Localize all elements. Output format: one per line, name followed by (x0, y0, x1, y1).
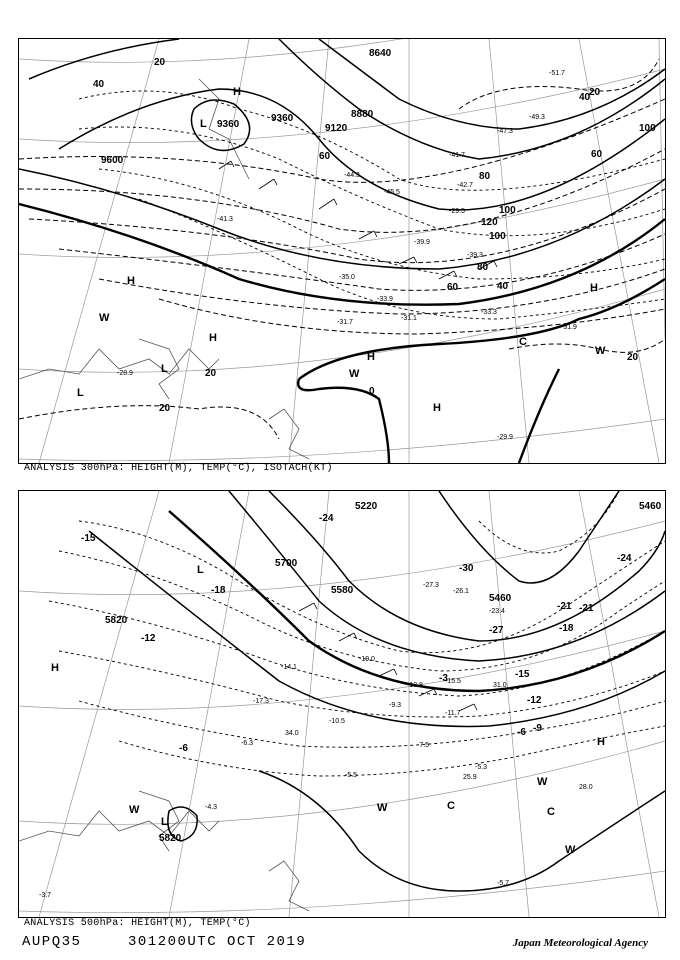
warm-symbol: W (99, 312, 110, 324)
svg-text:34.0: 34.0 (285, 730, 299, 737)
height-label: 5460 (639, 501, 662, 512)
svg-text:80: 80 (479, 171, 491, 182)
svg-text:-29.5: -29.5 (449, 208, 465, 215)
svg-text:-5.3: -5.3 (475, 764, 488, 771)
svg-text:-21: -21 (557, 601, 572, 612)
warm-symbol: W (595, 345, 606, 357)
svg-text:-17.3: -17.3 (253, 698, 269, 705)
svg-text:60: 60 (447, 282, 459, 293)
low-pressure-symbol: L (197, 564, 204, 576)
svg-text:60: 60 (591, 149, 603, 160)
height-label: 5700 (275, 558, 298, 569)
agency-name: Japan Meteorological Agency (512, 937, 648, 949)
svg-text:20: 20 (589, 87, 601, 98)
svg-text:-6: -6 (517, 727, 526, 738)
svg-text:-12: -12 (141, 633, 156, 644)
warm-symbol: W (565, 844, 576, 856)
svg-text:20: 20 (205, 368, 217, 379)
warm-symbol: W (349, 368, 360, 380)
height-label: 9120 (325, 123, 348, 134)
svg-text:-29.9: -29.9 (497, 434, 513, 441)
caption-300hpa: ANALYSIS 300hPa: HEIGHT(M), TEMP(°C), ISOTACH(KT) (24, 463, 333, 474)
svg-text:-12: -12 (527, 695, 542, 706)
svg-text:-44.3: -44.3 (344, 172, 360, 179)
height-contours (19, 39, 665, 463)
svg-text:-5.7: -5.7 (497, 880, 510, 887)
svg-text:-3.7: -3.7 (39, 892, 52, 899)
svg-text:-15.5: -15.5 (445, 678, 461, 685)
svg-text:31.0: 31.0 (493, 682, 507, 689)
cold-symbol: C (447, 800, 455, 812)
svg-text:28.0: 28.0 (579, 784, 593, 791)
svg-text:40: 40 (497, 281, 509, 292)
high-pressure-symbol: H (597, 736, 605, 748)
svg-text:-30: -30 (459, 563, 474, 574)
svg-text:-23.4: -23.4 (489, 608, 505, 615)
warm-symbol: W (129, 804, 140, 816)
svg-text:-39.3: -39.3 (467, 252, 483, 259)
svg-text:-41.3: -41.3 (217, 216, 233, 223)
svg-text:40: 40 (93, 79, 105, 90)
coastline (19, 791, 309, 911)
wind-barbs (299, 603, 477, 711)
height-label: 8880 (351, 109, 374, 120)
svg-text:-41.7: -41.7 (449, 152, 465, 159)
temperature-labels (81, 513, 632, 754)
svg-text:20: 20 (627, 352, 639, 363)
svg-text:40: 40 (579, 92, 591, 103)
height-label: 5460 (489, 593, 512, 604)
low-pressure-symbol: L (161, 363, 168, 375)
high-pressure-symbol: H (127, 275, 135, 287)
svg-text:-27: -27 (489, 625, 504, 636)
isotach-lines (19, 59, 665, 439)
coastline (19, 79, 309, 459)
low-pressure-symbol: L (200, 118, 207, 130)
svg-text:-33.3: -33.3 (481, 309, 497, 316)
svg-text:-27.3: -27.3 (423, 582, 439, 589)
svg-text:-49.3: -49.3 (529, 114, 545, 121)
high-pressure-symbol: H (367, 351, 375, 363)
height-label: 9360 (271, 113, 294, 124)
svg-text:-11.7: -11.7 (445, 710, 461, 717)
height-label: 5220 (355, 501, 378, 512)
svg-text:-35.0: -35.0 (339, 274, 355, 281)
high-pressure-symbol: H (433, 402, 441, 414)
svg-text:-15: -15 (515, 669, 530, 680)
cold-symbol: C (519, 336, 527, 348)
high-pressure-symbol: H (209, 332, 217, 344)
height-label: 8640 (369, 48, 392, 59)
low-pressure-symbol: L (77, 387, 84, 399)
svg-text:100: 100 (489, 231, 506, 242)
height-label: 5820 (105, 615, 128, 626)
height-label: 5820 (159, 833, 182, 844)
svg-text:20: 20 (154, 57, 166, 68)
svg-text:-9: -9 (533, 723, 542, 734)
low-pressure-symbol: L (161, 816, 168, 828)
svg-text:-13.8: -13.8 (407, 682, 423, 689)
height-label: 5580 (331, 585, 354, 596)
svg-text:-6.3: -6.3 (241, 740, 254, 747)
pressure-systems (51, 564, 605, 856)
svg-text:-19.0: -19.0 (359, 656, 375, 663)
cold-symbol: C (547, 806, 555, 818)
warm-symbol: W (537, 776, 548, 788)
height-label: 9600 (101, 155, 124, 166)
analysis-datetime: 301200UTC OCT 2019 (128, 934, 307, 950)
svg-text:-7.5: -7.5 (417, 742, 430, 749)
svg-text:-47.3: -47.3 (497, 128, 513, 135)
svg-text:60: 60 (319, 151, 331, 162)
map-500hpa-canvas (19, 491, 665, 917)
svg-text:-45.5: -45.5 (384, 189, 400, 196)
svg-text:100: 100 (639, 123, 656, 134)
high-pressure-symbol: H (590, 282, 598, 294)
map-300hpa-canvas (19, 39, 665, 463)
svg-text:0: 0 (369, 386, 375, 397)
svg-text:-51.7: -51.7 (549, 70, 565, 77)
svg-text:-21: -21 (579, 603, 594, 614)
graticule (19, 39, 665, 463)
svg-text:-26.1: -26.1 (453, 588, 469, 595)
svg-text:-9.3: -9.3 (389, 702, 402, 709)
svg-text:-24: -24 (319, 513, 334, 524)
svg-text:25.9: 25.9 (463, 774, 477, 781)
height-label: 9360 (217, 119, 240, 130)
svg-text:-5.5: -5.5 (345, 772, 358, 779)
analysis-300hpa-map (18, 38, 666, 464)
analysis-500hpa-map (18, 490, 666, 918)
svg-text:80: 80 (477, 262, 489, 273)
svg-text:-10.5: -10.5 (329, 718, 345, 725)
chart-code: AUPQ35 (22, 934, 82, 950)
svg-text:-18: -18 (559, 623, 574, 634)
svg-text:-24: -24 (617, 553, 632, 564)
caption-500hpa: ANALYSIS 500hPa: HEIGHT(M), TEMP(°C) (24, 918, 251, 929)
svg-text:-31.7: -31.7 (337, 319, 353, 326)
svg-text:-18: -18 (211, 585, 226, 596)
high-pressure-symbol: H (51, 662, 59, 674)
svg-text:-3: -3 (439, 673, 448, 684)
svg-text:-28.9: -28.9 (117, 370, 133, 377)
svg-text:-31.1: -31.1 (401, 315, 417, 322)
svg-text:-6: -6 (179, 743, 188, 754)
svg-text:-4.3: -4.3 (205, 804, 218, 811)
temperature-lines (79, 91, 665, 319)
svg-text:-39.9: -39.9 (414, 239, 430, 246)
high-pressure-symbol: H (233, 86, 241, 98)
svg-text:-14.1: -14.1 (281, 664, 297, 671)
svg-text:100: 100 (499, 205, 516, 216)
svg-text:-33.9: -33.9 (377, 296, 393, 303)
warm-symbol: W (377, 802, 388, 814)
svg-text:120: 120 (481, 217, 498, 228)
svg-text:-15: -15 (81, 533, 96, 544)
svg-text:-31.9: -31.9 (561, 324, 577, 331)
svg-text:20: 20 (159, 403, 171, 414)
svg-text:-42.7: -42.7 (457, 182, 473, 189)
